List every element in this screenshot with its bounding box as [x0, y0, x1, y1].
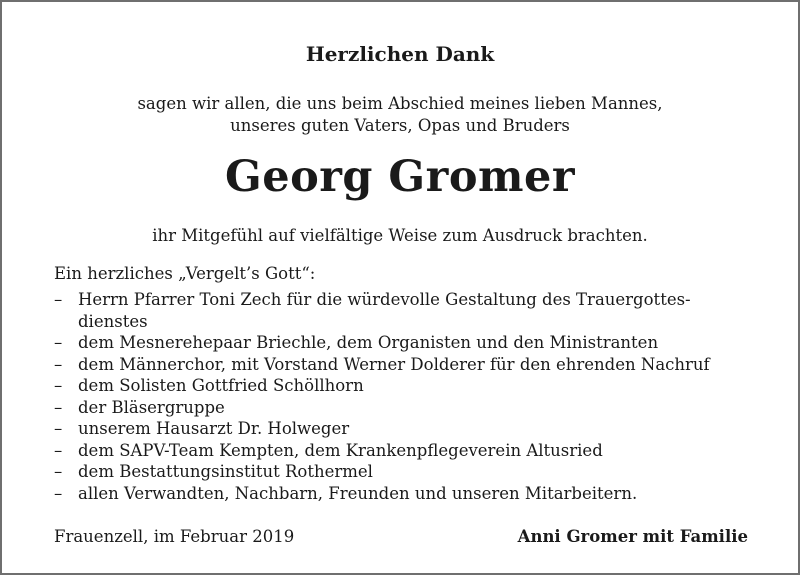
thanks-list	[54, 289, 754, 504]
intro-line: sagen wir allen, die uns beim Abschied meines lieben Mannes,	[137, 94, 663, 113]
list-item-text: allen Verwandten, Nachbarn, Freunden und unseren Mitarbeitern.	[78, 483, 638, 503]
list-item	[54, 397, 754, 419]
deceased-name: Georg Gromer	[224, 152, 576, 202]
vergelts-gott-heading: Ein herzliches „Vergelt’s Gott“:	[54, 264, 316, 283]
thanks-line: ihr Mitgefühl auf vielfältige Weise zum Ausdruck brachten.	[152, 226, 648, 245]
dash-bullet: –	[54, 483, 63, 503]
list-item	[54, 375, 754, 397]
dash-bullet: –	[54, 333, 63, 352]
list-item-text: dem Bestattungsinstitut Rothermel	[78, 462, 373, 481]
list-item	[54, 483, 754, 505]
dash-bullet: –	[54, 397, 63, 417]
list-item-text: der Bläsergruppe	[78, 397, 225, 417]
list-item-text: dem SAPV-Team Kempten, dem Krankenpflegeverein Altusried	[78, 440, 603, 460]
list-item-text: dem Mesnerehepaar Briechle, dem Organisten und den Ministranten	[78, 333, 659, 352]
list-item	[54, 332, 754, 354]
list-item	[54, 440, 754, 462]
signature: Anni Gromer mit Familie	[517, 527, 748, 546]
dash-bullet: –	[54, 376, 63, 395]
intro-text	[2, 93, 798, 137]
list-item-text: Herrn Pfarrer Toni Zech für die würdevolle Gestaltung des Trauergottes- dienstes	[78, 290, 691, 331]
place-date: Frauenzell, im Februar 2019	[54, 527, 295, 546]
dash-bullet: –	[54, 440, 63, 460]
dash-bullet: –	[54, 354, 63, 374]
list-item	[54, 354, 754, 376]
list-item	[54, 289, 754, 332]
intro-line: unseres guten Vaters, Opas und Bruders	[230, 116, 570, 135]
dash-bullet: –	[54, 462, 63, 481]
list-item	[54, 461, 754, 483]
list-item-text: dem Solisten Gottfried Schöllhorn	[78, 376, 364, 395]
list-item-text: unserem Hausarzt Dr. Holweger	[78, 419, 350, 438]
list-item	[54, 418, 754, 440]
list-item-text: dem Männerchor, mit Vorstand Werner Dolderer für den ehrenden Nachruf	[78, 354, 710, 374]
dash-bullet: –	[54, 290, 63, 309]
notice-title: Herzlichen Dank	[305, 42, 495, 66]
dash-bullet: –	[54, 419, 63, 438]
